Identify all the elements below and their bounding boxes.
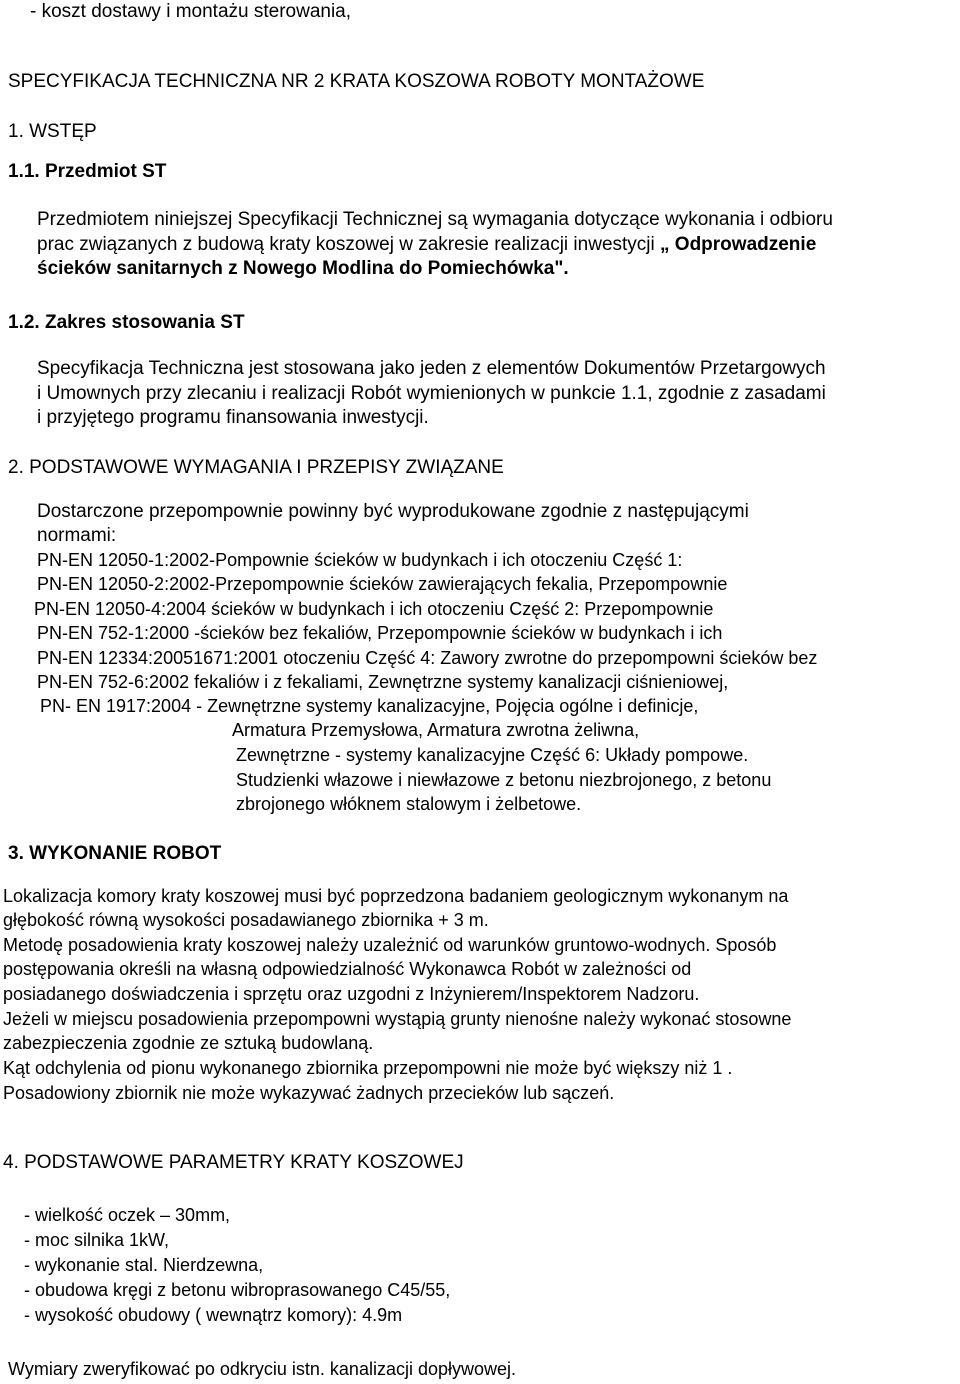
norm-line: PN-EN 12050-2:2002-Przepompownie ścieków zawierających fekalia, Przepompownie bbox=[37, 574, 728, 594]
s3-heading: 3. WYKONANIE ROBOT bbox=[8, 843, 222, 864]
param-item: - obudowa kręgi z betonu wibroprasowanego C45/55, bbox=[24, 1280, 451, 1300]
norm-line: PN- EN 1917:2004 - Zewnętrzne systemy kanalizacyjne, Pojęcia ogólne i definicje, bbox=[40, 696, 699, 716]
s11-line2 bbox=[37, 233, 816, 257]
s4-heading: 4. PODSTAWOWE PARAMETRY KRATY KOSZOWEJ bbox=[3, 1152, 464, 1173]
s3-line: Jeżeli w miejscu posadowienia przepompowni wystąpią grunty nienośne należy wykonać stosowne bbox=[3, 1009, 792, 1029]
spec-title: SPECYFIKACJA TECHNICZNA NR 2 KRATA KOSZOWA ROBOTY MONTAŻOWE bbox=[8, 71, 705, 92]
param-item: - wysokość obudowy ( wewnątrz komory): 4.9m bbox=[24, 1305, 403, 1325]
s3-line: głębokość równą wysokości posadawianego zbiornika + 3 m. bbox=[3, 910, 489, 930]
s3-line: Lokalizacja komory kraty koszowej musi być poprzedzona badaniem geologicznym wykonanym na bbox=[3, 886, 789, 906]
norm-continuation: Armatura Przemysłowa, Armatura zwrotna żeliwna, bbox=[232, 720, 640, 740]
s11-line3: ścieków sanitarnych z Nowego Modlina do Pomiechówka". bbox=[37, 258, 569, 279]
s3-line: posiadanego doświadczenia i sprzętu oraz uzgodni z Inżynierem/Inspektorem Nadzoru. bbox=[3, 984, 700, 1004]
s11-line2-plain: prac związanych z budową kraty koszowej w zakresie realizacji inwestycji bbox=[37, 234, 661, 255]
norm-continuation: zbrojonego włóknem stalowym i żelbetowe. bbox=[236, 794, 582, 814]
s11-heading: 1.1. Przedmiot ST bbox=[8, 161, 167, 182]
top-line: - koszt dostawy i montażu sterowania, bbox=[30, 1, 352, 22]
s3-line: postępowania określi na własną odpowiedzialność Wykonawca Robót w zależności od bbox=[3, 959, 692, 979]
s1-heading: 1. WSTĘP bbox=[8, 121, 97, 142]
norm-line: PN-EN 12334:20051671:2001 otoczeniu Część 4: Zawory zwrotne do przepompowni ścieków bez bbox=[37, 648, 818, 668]
param-item: - wykonanie stal. Nierdzewna, bbox=[24, 1255, 264, 1275]
s3-line: Posadowiony zbiornik nie może wykazywać żadnych przecieków lub sączeń. bbox=[3, 1083, 615, 1103]
s3-line: zabezpieczenia zgodnie ze sztuką budowlaną. bbox=[3, 1033, 374, 1053]
s3-line: Metodę posadowienia kraty koszowej należy uzależnić od warunków gruntowo-wodnych. Sposób bbox=[3, 935, 777, 955]
norm-line: PN-EN 12050-4:2004 ścieków w budynkach i ich otoczeniu Część 2: Przepompownie bbox=[34, 599, 714, 619]
norm-continuation: Zewnętrzne - systemy kanalizacyjne Część 6: Układy pompowe. bbox=[236, 745, 749, 765]
s12-heading: 1.2. Zakres stosowania ST bbox=[8, 312, 245, 333]
norm-line: PN-EN 752-6:2002 fekaliów i z fekaliami, Zewnętrzne systemy kanalizacji ciśnieniowej, bbox=[37, 672, 729, 692]
s11-line2-bold: „ Odprowadzenie bbox=[660, 234, 817, 255]
s12-line3: i przyjętego programu finansowania inwestycji. bbox=[37, 407, 429, 428]
norm-line: PN-EN 12050-1:2002-Pompownie ścieków w budynkach i ich otoczeniu Część 1: bbox=[37, 550, 683, 570]
s3-line: Kąt odchylenia od pionu wykonanego zbiornika przepompowni nie może być większy niż 1 . bbox=[3, 1058, 733, 1078]
s12-line1: Specyfikacja Techniczna jest stosowana jako jeden z elementów Dokumentów Przetargowych bbox=[37, 358, 826, 379]
s2-intro2: normami: bbox=[37, 525, 117, 546]
s11-line1: Przedmiotem niniejszej Specyfikacji Technicznej są wymagania dotyczące wykonania i odbioru bbox=[37, 209, 833, 230]
norm-continuation: Studzienki włazowe i niewłazowe z betonu niezbrojonego, z betonu bbox=[236, 770, 772, 790]
s12-line2: i Umownych przy zlecaniu i realizacji Robót wymienionych w punkcie 1.1, zgodnie z zasadami bbox=[37, 383, 826, 404]
param-item: - moc silnika 1kW, bbox=[24, 1230, 170, 1250]
footer-note: Wymiary zweryfikować po odkryciu istn. kanalizacji dopływowej. bbox=[8, 1359, 517, 1379]
norm-line: PN-EN 752-1:2000 -ścieków bez fekaliów, Przepompownie ścieków w budynkach i ich bbox=[37, 623, 723, 643]
s2-heading: 2. PODSTAWOWE WYMAGANIA I PRZEPISY ZWIĄZANE bbox=[8, 457, 504, 478]
param-item: - wielkość oczek – 30mm, bbox=[24, 1205, 231, 1225]
s2-intro1: Dostarczone przepompownie powinny być wyprodukowane zgodnie z następującymi bbox=[37, 501, 749, 522]
